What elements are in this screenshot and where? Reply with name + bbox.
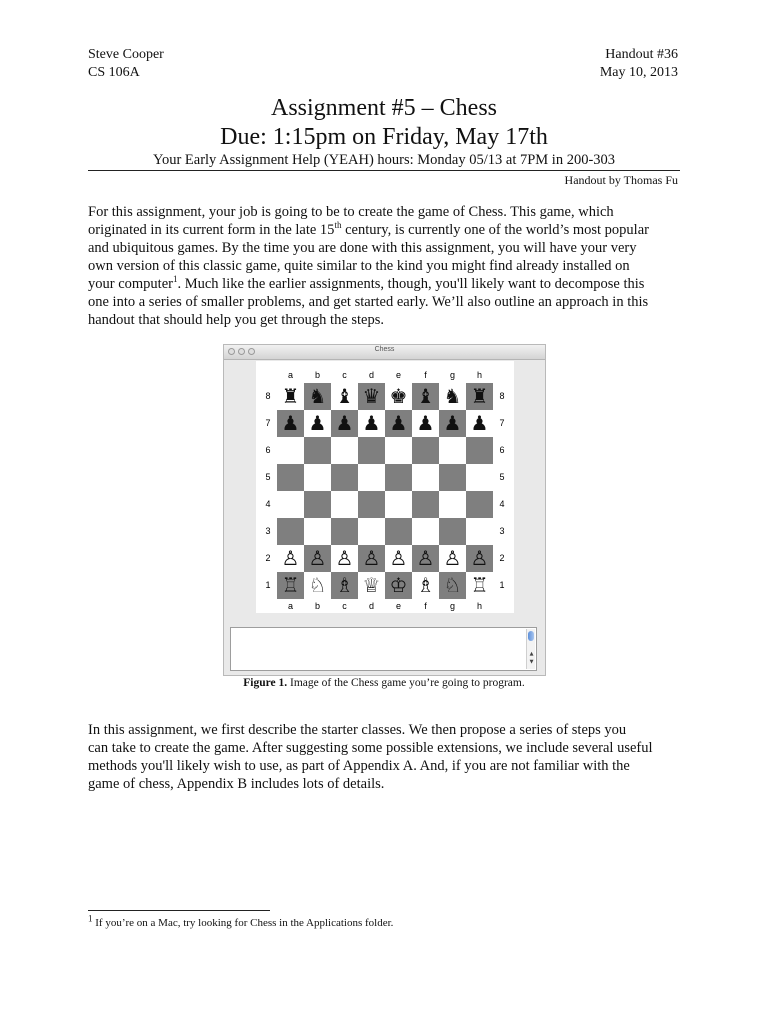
chess-piece-icon: ♞: [308, 384, 327, 408]
chess-piece-icon: ♟: [362, 411, 381, 435]
author-name: Steve Cooper: [88, 47, 164, 62]
square-a5: [277, 464, 304, 491]
square-e8: [385, 383, 412, 410]
chess-piece-icon: ♝: [416, 384, 435, 408]
overview-line: In this assignment, we first describe the starter classes. We then propose a series of steps you: [88, 722, 627, 738]
square-f1: [412, 572, 439, 599]
square-a2: [277, 545, 304, 572]
scroll-thumb[interactable]: [528, 631, 534, 641]
chess-piece-icon: ♟: [416, 411, 435, 435]
intro-line: and ubiquitous games. By the time you are done with this assignment, you will have your very: [88, 240, 637, 256]
square-a7: [277, 410, 304, 437]
chess-window-screenshot: [223, 344, 546, 676]
overview-line: methods you'll likely wish to use, as part of Appendix A. And, if you are not familiar with the: [88, 758, 630, 774]
square-a4: [277, 491, 304, 518]
square-h1: [466, 572, 493, 599]
file-label-h-top: h: [476, 370, 482, 380]
square-c4: [331, 491, 358, 518]
file-label-c-top: c: [342, 370, 347, 380]
square-f2: [412, 545, 439, 572]
square-c5: [331, 464, 358, 491]
square-a6: [277, 437, 304, 464]
footnote-rule: [88, 910, 270, 911]
rank-label-2-left: 2: [265, 553, 271, 563]
overview-line: can take to create the game. After suggesting some possible extensions, we include several useful: [88, 740, 653, 756]
square-e4: [385, 491, 412, 518]
chess-board-area: [256, 361, 514, 613]
file-label-b-bottom: b: [314, 601, 320, 611]
square-h6: [466, 437, 493, 464]
square-e2: [385, 545, 412, 572]
square-e1: [385, 572, 412, 599]
chess-piece-icon: ♙: [362, 546, 381, 570]
square-d6: [358, 437, 385, 464]
square-c8: [331, 383, 358, 410]
console-text-area[interactable]: [230, 627, 537, 671]
square-a3: [277, 518, 304, 545]
chess-piece-icon: ♚: [389, 384, 408, 408]
intro-text: originated in its current form in the late 15: [88, 222, 335, 238]
file-label-a-bottom: a: [287, 601, 293, 611]
square-g7: [439, 410, 466, 437]
intro-line: own version of this classic game, quite similar to the kind you might find already installed on: [88, 258, 630, 274]
rank-label-6-right: 6: [499, 445, 505, 455]
square-e3: [385, 518, 412, 545]
footnote-reference[interactable]: 1: [172, 274, 178, 285]
rank-label-5-left: 5: [265, 472, 271, 482]
file-label-d-top: d: [368, 370, 374, 380]
square-b5: [304, 464, 331, 491]
chess-piece-icon: ♙: [416, 546, 435, 570]
rank-label-7-right: 7: [499, 418, 505, 428]
file-label-e-bottom: e: [395, 601, 401, 611]
square-g1: [439, 572, 466, 599]
rank-label-8-left: 8: [265, 391, 271, 401]
file-label-b-top: b: [314, 370, 320, 380]
chess-piece-icon: ♗: [416, 573, 435, 597]
title-rule: [88, 170, 680, 171]
rank-label-8-right: 8: [499, 391, 505, 401]
assignment-title: Assignment #5 – Chess: [270, 95, 497, 121]
file-label-h-bottom: h: [476, 601, 482, 611]
square-b8: [304, 383, 331, 410]
square-g4: [439, 491, 466, 518]
file-label-c-bottom: c: [342, 601, 347, 611]
square-e7: [385, 410, 412, 437]
intro-text: . Much like the earlier assignments, though, you'll likely want to decompose this: [177, 276, 645, 292]
square-f6: [412, 437, 439, 464]
intro-line: one into a series of smaller problems, and get started early. We’ll also outline an approach in this: [88, 294, 649, 310]
square-g6: [439, 437, 466, 464]
chess-piece-icon: ♛: [362, 384, 381, 408]
square-e5: [385, 464, 412, 491]
file-label-f-bottom: f: [424, 601, 427, 611]
square-f3: [412, 518, 439, 545]
chess-piece-icon: ♖: [470, 573, 489, 597]
square-g5: [439, 464, 466, 491]
intro-line: handout that should help you get through the steps.: [88, 312, 385, 328]
rank-label-1-right: 1: [499, 580, 505, 590]
square-d3: [358, 518, 385, 545]
square-e6: [385, 437, 412, 464]
square-h2: [466, 545, 493, 572]
chess-piece-icon: ♜: [470, 384, 489, 408]
overview-line: game of chess, Appendix B includes lots of details.: [88, 776, 385, 792]
scroll-down-arrow-icon[interactable]: ▼: [529, 659, 534, 665]
chess-piece-icon: ♟: [389, 411, 408, 435]
rank-label-3-left: 3: [265, 526, 271, 536]
square-g2: [439, 545, 466, 572]
square-d1: [358, 572, 385, 599]
file-label-d-bottom: d: [368, 601, 374, 611]
rank-label-1-left: 1: [265, 580, 271, 590]
square-h8: [466, 383, 493, 410]
rank-label-4-right: 4: [499, 499, 505, 509]
rank-label-7-left: 7: [265, 418, 271, 428]
square-g8: [439, 383, 466, 410]
rank-label-2-right: 2: [499, 553, 505, 563]
chess-piece-icon: ♝: [335, 384, 354, 408]
square-h3: [466, 518, 493, 545]
handout-credit: Handout by Thomas Fu: [564, 173, 678, 187]
square-d2: [358, 545, 385, 572]
square-b6: [304, 437, 331, 464]
square-h5: [466, 464, 493, 491]
square-f8: [412, 383, 439, 410]
chess-piece-icon: ♟: [335, 411, 354, 435]
handout-date: May 10, 2013: [599, 65, 678, 80]
square-d7: [358, 410, 385, 437]
square-f7: [412, 410, 439, 437]
file-label-e-top: e: [395, 370, 401, 380]
square-b4: [304, 491, 331, 518]
square-g3: [439, 518, 466, 545]
chess-piece-icon: ♙: [335, 546, 354, 570]
figure-caption-text: Image of the Chess game you’re going to program.: [287, 677, 525, 689]
intro-text: century, is currently one of the world’s most popular: [341, 222, 649, 238]
square-b7: [304, 410, 331, 437]
chess-piece-icon: ♜: [281, 384, 300, 408]
figure-label: Figure 1.: [243, 677, 288, 689]
file-label-g-bottom: g: [449, 601, 455, 611]
square-d4: [358, 491, 385, 518]
square-c1: [331, 572, 358, 599]
square-d8: [358, 383, 385, 410]
square-f4: [412, 491, 439, 518]
scroll-up-arrow-icon[interactable]: ▲: [529, 651, 534, 657]
chess-piece-icon: ♕: [362, 573, 381, 597]
intro-paragraph: [88, 203, 688, 329]
chess-piece-icon: ♟: [470, 411, 489, 435]
chess-piece-icon: ♟: [443, 411, 462, 435]
chess-piece-icon: ♞: [443, 384, 462, 408]
figure-caption: [0, 677, 768, 689]
chess-piece-icon: ♙: [389, 546, 408, 570]
square-f5: [412, 464, 439, 491]
file-label-a-top: a: [287, 370, 293, 380]
chess-piece-icon: ♘: [443, 573, 462, 597]
square-b3: [304, 518, 331, 545]
file-label-f-top: f: [424, 370, 427, 380]
chess-piece-icon: ♘: [308, 573, 327, 597]
window-title: Chess: [374, 346, 395, 353]
rank-label-4-left: 4: [265, 499, 271, 509]
course-code: CS 106A: [88, 65, 140, 80]
intro-line: [88, 275, 688, 293]
handout-number: Handout #36: [605, 47, 678, 62]
chess-piece-icon: ♟: [308, 411, 327, 435]
chess-piece-icon: ♟: [281, 411, 300, 435]
intro-line: For this assignment, your job is going to be to create the game of Chess. This game, which: [88, 204, 614, 220]
overview-paragraph: [88, 721, 688, 793]
superscript: th: [334, 220, 342, 231]
footnote-text: If you’re on a Mac, try looking for Chess in the Applications folder.: [92, 917, 394, 929]
square-c6: [331, 437, 358, 464]
window-titlebar: [224, 345, 545, 360]
chess-piece-icon: ♖: [281, 573, 300, 597]
square-c7: [331, 410, 358, 437]
file-label-g-top: g: [449, 370, 455, 380]
square-c3: [331, 518, 358, 545]
intro-line: [88, 221, 688, 239]
chess-piece-icon: ♗: [335, 573, 354, 597]
square-b1: [304, 572, 331, 599]
rank-label-6-left: 6: [265, 445, 271, 455]
square-b2: [304, 545, 331, 572]
intro-text: your computer: [88, 276, 173, 292]
chess-piece-icon: ♙: [308, 546, 327, 570]
footnote-mark: 1: [88, 913, 93, 924]
rank-label-3-right: 3: [499, 526, 505, 536]
square-h4: [466, 491, 493, 518]
square-c2: [331, 545, 358, 572]
square-h7: [466, 410, 493, 437]
due-date-title: Due: 1:15pm on Friday, May 17th: [220, 124, 548, 150]
rank-label-5-right: 5: [499, 472, 505, 482]
console-scrollbar[interactable]: [526, 629, 535, 669]
square-d5: [358, 464, 385, 491]
chess-piece-icon: ♙: [281, 546, 300, 570]
footnote: [88, 913, 394, 929]
yeah-hours: Your Early Assignment Help (YEAH) hours: Monday 05/13 at 7PM in 200-303: [152, 152, 616, 168]
chess-piece-icon: ♙: [470, 546, 489, 570]
square-a8: [277, 383, 304, 410]
chess-piece-icon: ♔: [389, 573, 408, 597]
chess-piece-icon: ♙: [443, 546, 462, 570]
square-a1: [277, 572, 304, 599]
